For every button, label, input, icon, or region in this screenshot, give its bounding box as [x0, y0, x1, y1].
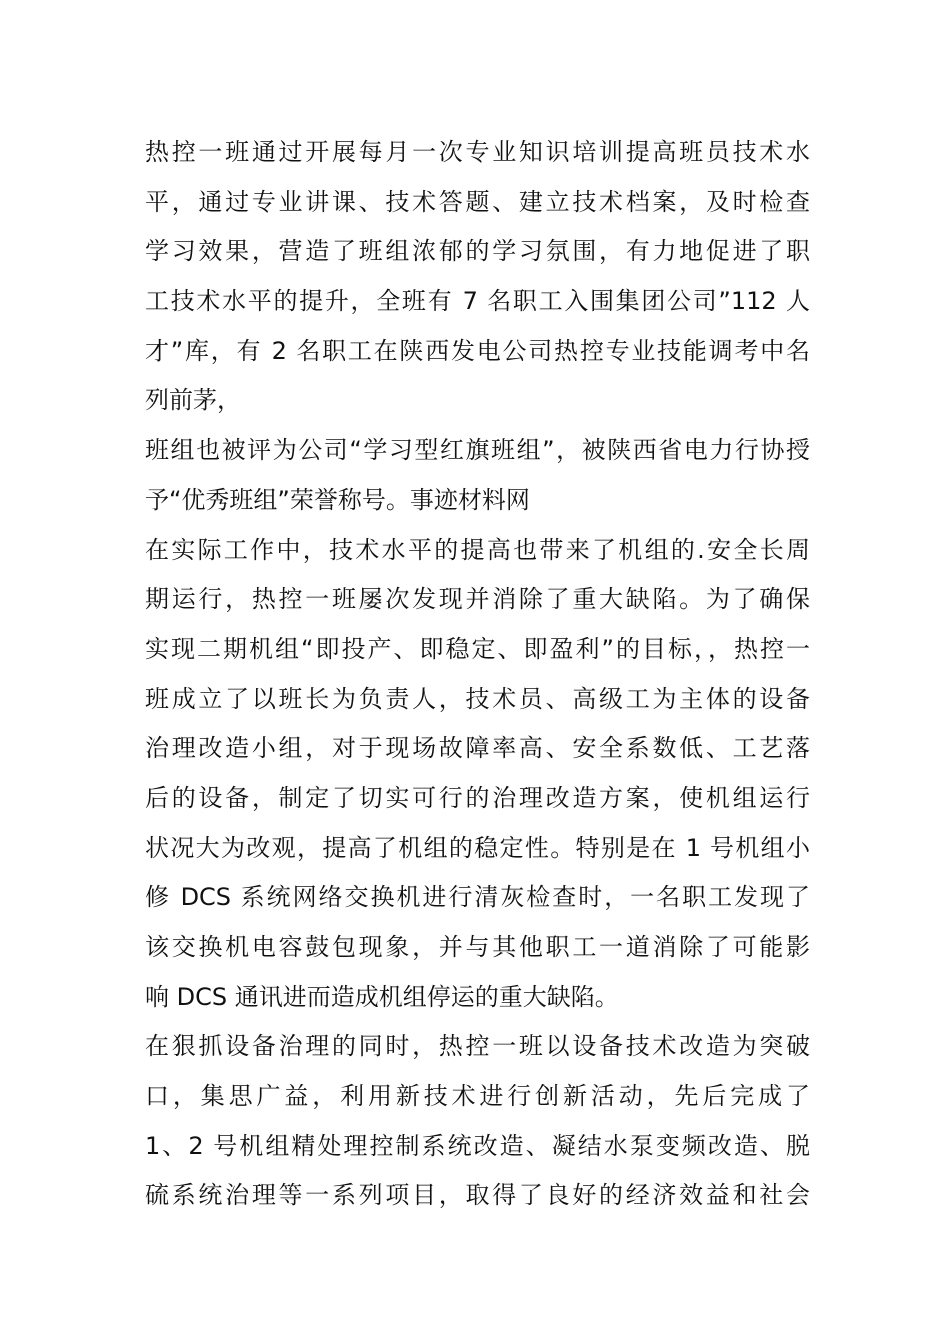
text-line: 实现二期机组“即投产、即稳定、即盈利”的目标，，热控一	[145, 634, 810, 663]
text-line: 期运行，热控一班屡次发现并消除了重大缺陷。为了确保	[145, 585, 810, 614]
text-line: 热控一班通过开展每月一次专业知识培训提高班员技术水	[145, 138, 810, 166]
text-line: 平，通过专业讲课、技术答题、建立技术档案，及时检查	[145, 187, 810, 216]
text-line: 予“优秀班组”荣誉称号。事迹材料网	[145, 485, 530, 514]
text-line: 在狠抓设备治理的同时，热控一班以设备技术改造为突破	[145, 1032, 810, 1061]
body-text	[145, 128, 810, 1221]
text-line: 硫系统治理等一系列项目，取得了良好的经济效益和社会	[145, 1181, 810, 1210]
text-line: 在实际工作中，技术水平的提高也带来了机组的.安全长周	[145, 535, 810, 564]
text-line: 工技术水平的提升，全班有 7 名职工入围集团公司”112 人	[145, 287, 810, 316]
text-line: 修 DCS 系统网络交换机进行清灰检查时，一名职工发现了	[145, 883, 810, 912]
text-line: 响 DCS 通讯进而造成机组停运的重大缺陷。	[145, 982, 619, 1011]
text-line: 后的设备，制定了切实可行的治理改造方案，使机组运行	[145, 783, 810, 812]
text-line: 才”库，有 2 名职工在陕西发电公司热控专业技能调考中名	[145, 336, 810, 365]
text-line: 治理改造小组，对于现场故障率高、安全系数低、工艺落	[145, 734, 810, 763]
text-line: 状况大为改观，提高了机组的稳定性。特别是在 1 号机组小	[145, 833, 810, 862]
text-line: 该交换机电容鼓包现象，并与其他职工一道消除了可能影	[145, 933, 810, 961]
text-line: 学习效果，营造了班组浓郁的学习氛围，有力地促进了职	[145, 237, 810, 266]
text-line: 班成立了以班长为负责人，技术员、高级工为主体的设备	[145, 684, 810, 713]
text-line: 班组也被评为公司“学习型红旗班组”，被陕西省电力行协授	[145, 436, 810, 465]
text-line: 列前茅，	[145, 386, 241, 415]
text-line: 1、2 号机组精处理控制系统改造、凝结水泵变频改造、脱	[145, 1131, 810, 1160]
text-line: 口，集思广益，利用新技术进行创新活动，先后完成了	[145, 1082, 810, 1111]
